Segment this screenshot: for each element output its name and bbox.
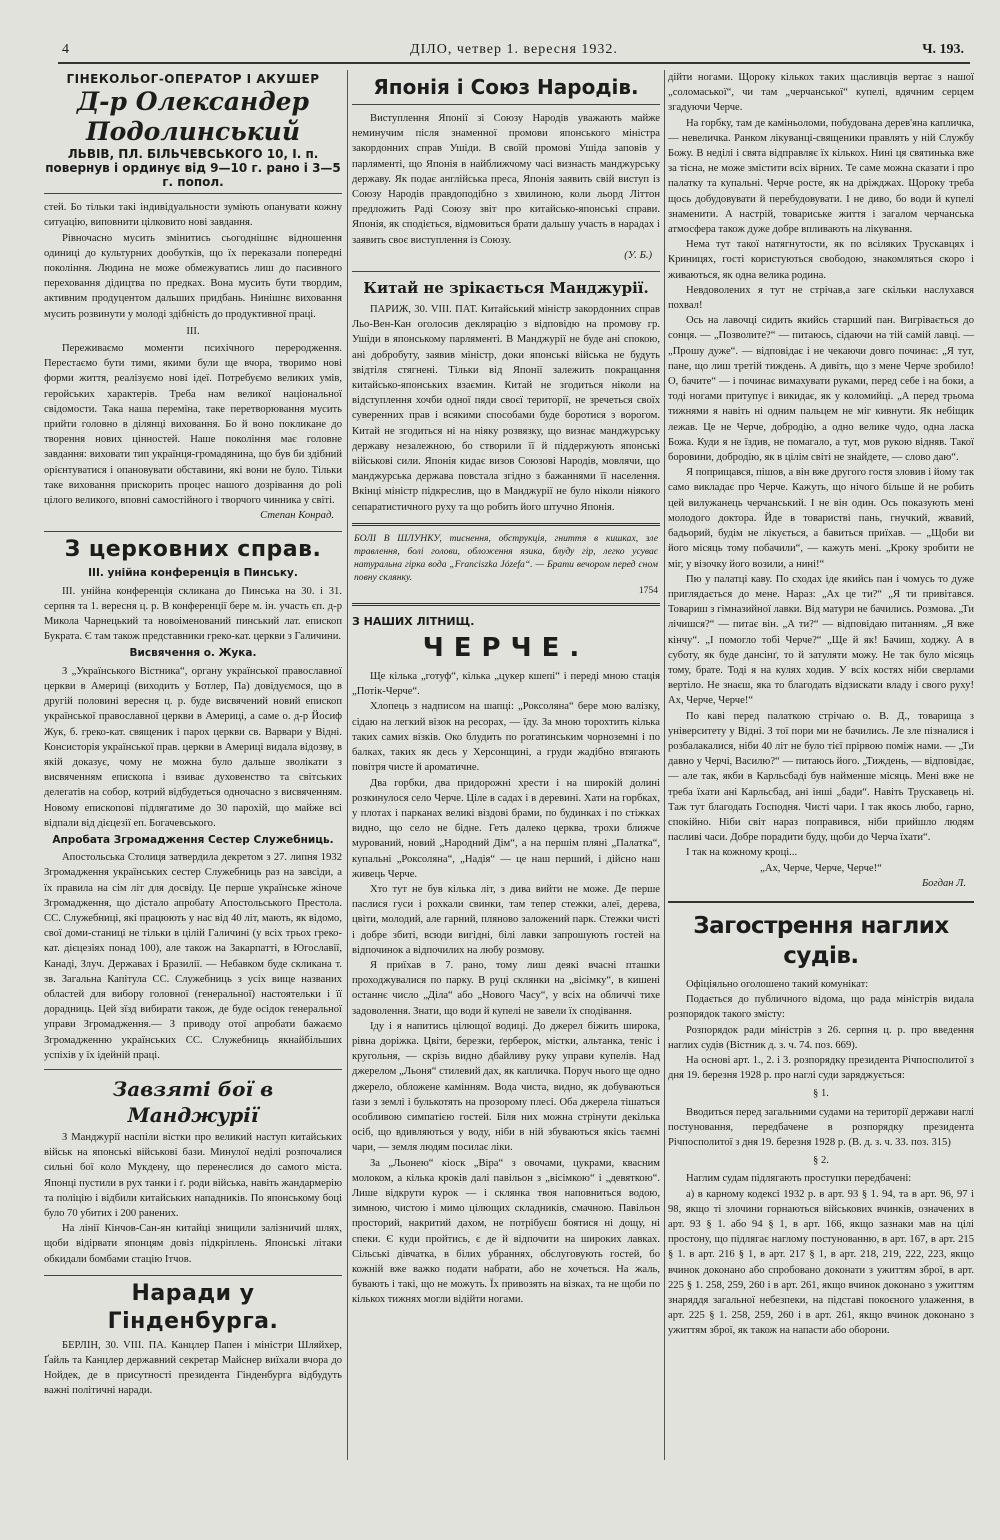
article-paragraph: Іду і я напитись цілющої водиці. До джерел біжить широка, рівна доріжка. Цвіти, березки, ґерберок, містки, альтанка, теніс і кругольня, — скрізь видно дбайливу руку управи купелів. Над джерелом „Льоня“ стилевий дах, як капличка. Поруч нього ще одно джерело, обложене камінням. Вода чиста, видно, як добуваються ґази з землі і булькотять на прозорому плесі. Оба джерела тішаться особливою симпатією гостей. Біля них можна стрінути декілька осіб, що вдивляються у воду, ніби в ній збуваються якісь таємні чари, — земля людям посилає ліки. bbox=[352, 1020, 660, 1154]
section-mark: § 1. bbox=[813, 1088, 829, 1100]
article-paragraph: Переживаємо моменти психічного переродження. Перестаємо бути тими, якими були ще вчора, творимо нові форми життя, реалізуємо нові ідеї. Потребуємо великих умів, геройських характерів. Треба нам великої національної свідомости. Така наша переміна, таке перетворювання мусить прийти головно в ділянці виховання. Бо й воно покликане до творення нових цінностей. Наше покоління має головне завдання: виховати тип українця-громадянина, що був би здібний орієнтуватися і опановувати обставини, які вони не було. Тільки таке виховання прискорить процес нашого дозрівання до рolі цілого великого, вповні самостійного і творчого чинника у світі. bbox=[44, 343, 342, 507]
article-paragraph: Вводиться перед загальними судами на території держави наглі постуновання, передбачене в розпорядку президента Річпосполитої з дня 19. березня 1928 р. (В. д. з. ч. 33. поз. 315) bbox=[668, 1106, 974, 1148]
headline-courts: Загострення наглих судів. bbox=[668, 901, 974, 971]
article-paragraph: З Манджурії наспіли вістки про великий наступ китайських військ на японські військові бази. Минулої неділі розпочалися сильні бої коло Мукдену, що перенеслися до самого міста. Японці пустили в рух танки і ґ. роди війська, навіть жандармерію та поліцію і відбили китайських нападників. По японському боці було 70 убитих і 200 ранених. bbox=[44, 1131, 342, 1219]
column-divider bbox=[664, 70, 665, 1460]
ad-doctor-name: Д-р Олександер Подолинський bbox=[76, 87, 310, 147]
article-paragraph: Пю у палатці каву. По сходах іде якийсь пан і чомусь то дуже приглядається до мене. Нараз: „Ах це ти?“ „Я ти привітався. Товариш з гімназийної лавки. Від матури не бачились. Розмова. „Ти лічишся?“ — питає він. „А ти?“ — відповідаю питанням. „Я вже кінчу“. „І помогло тобі Черче?“ „Ще й як! Бачиш, ходжу. А в суботу, як буде дансінґ, то й затуляти можу. Не так було місяць тому, брате. Тоді я на кулях ходив. У всіх костях ніби сверлами вертіло. Не знаєш, яка то благодать відзискати владу і свого руху! Ах, Черче, Черче!“ bbox=[668, 573, 974, 707]
article-paragraph: Офіціяльно оголошено такий комунікат: bbox=[686, 978, 869, 990]
article-paragraph: Рівночасно мусить змінитись сьогоднішнє відношення одиниці до культурних дообутків, що їх переказали попередні покоління. Людина не може обмежуватись лиш до пасивного переховання дідицтва по предках. Вона мусить бути твордим, активним продуцентом дальших придбань. Нинішнє виховання мусить розвинути у молоді здібність до продуктивної праці. bbox=[44, 232, 342, 320]
article-paragraph: Виступлення Японії зі Союзу Народів уважають майже неминучим після знаменної промови японського міністра закордонних справ Ушіди. В своїй промові Ушіда заповів у парляменті, що Японія в найближчому часі визнасть манджурську державу. Як подає англійська преса, Японія заявить свій виступ із Союзу Народів правдоподібно з хвилиною, коли льорд Літтон предложить Раді Союзу звіт про китайсько-японські справи. Японія, як сподіється, відмовиться брати дальшу участь в нарадах і заявить своє виступлення із Союзу. bbox=[352, 113, 660, 246]
ad-number: 1754 bbox=[638, 584, 658, 596]
article-paragraph: Нема тут такої натягнутости, як по всіляких Трускавцях і Криницях, гості користуються свободою, знакомляться скоро і живаються, як одна велика родина. bbox=[668, 239, 974, 281]
article-paragraph: З „Українського Вістника“, органу української православної церкви в Америці (виходить у Ботлер, Па) довідуємося, що в другій половині вересня ц. р. буде висвячений новий епископ української православної церкви в Америці, а саме о. д-р Йосиф Жук, б. греко-кат. священик і парох церкви св. Варвари у Відні. Консисторія української прав. церкви в Америці видала відозву, в якій доказує, чому не можна було дальше зволікати з висвяченням епископа і взиває духовенство та світських делегатів на собор, котрий відбудеться одночасно з висвяченням. Новому епископові підлягатиме до 30 парохій, що майже всі відпали від дієцезії еп. Богачевського. bbox=[44, 665, 342, 829]
ad-line-1: ГІНЕКОЛЬОГ-ОПЕРАТОР І АКУШЕР bbox=[66, 72, 320, 86]
headline-manchuria-battles: Завзяті бої в Манджурії bbox=[44, 1069, 342, 1128]
masthead bbox=[58, 40, 970, 64]
article-paragraph: дійти ногами. Щороку кількох таких щасливців вертає з нашої „соломаської“, чи там „черчанської“ купелі, вдячним серцем згадуючи Черче. bbox=[668, 72, 974, 114]
article-paragraph: Два горбки, два придорожні хрести і на широкій долині розкинулося село Черче. Ціле в садах і в деревині. Хати на горбках, у плотах і парканах великі віздові брами, по будинках і по стіжках видно, що село не бідне. Геть далеко церква, трохи ближче мурований, новий „Народний Дім“, а на першім пляні „Палатка“, купальні „Роксоляна“, „Надія“ — це наш перший, і дійсно наш живець Черче. bbox=[352, 777, 660, 880]
article-paragraph: ПАРИЖ, 30. VIII. ПАТ. Китайський міністр закордонних справ Льо-Вен-Кан оголосив деклярацію з відповідю на промову гр. Ушіди в японському парляменті. В Манджурії не буде ані спокою, ані добробуту, заявив міністр, доки японські війська не будуть звідтіля стягнені. Тільки від Японії залежить покращання китайсько-японських взаємин. Китай не згодиться ніколи на відступлення хочби одної пяди своєї території, не зречеться своїх суверенних прав і всякими способами буде боротися з ворогом. Китай не згодиться ні на ніяку розвязку, що визнає манджурську державу незалежною, бо створили її й піддержують японські військові сили. Японія кидає визов Союзові Народів, мовлячи, що манджурська держава повстала згідно з бажаннями її населення. Вкінці міністр підкреслив, що в Манджурії не було ніколи ніякого сепаратистичного руху та що робить його штучно Японія. bbox=[352, 304, 660, 513]
article-paragraph: На основі арт. 1., 2. і 3. розпорядку президента Річпосполитої з дня 19. березня 1928 р. про наглі суди заряджується: bbox=[668, 1054, 974, 1082]
ad-address: ЛЬВІВ, ПЛ. БІЛЬЧЕВСЬКОГО 10, І. п. bbox=[67, 147, 319, 162]
headline-japan: Японія і Союз Народів. bbox=[352, 74, 660, 105]
page-number: 4 bbox=[62, 42, 69, 57]
article-paragraph: Я поприщався, пішов, а він вже другого гостя зловив і йому так само викладає про Черче. Кажуть, що нічого більше й не робить цей вилужанець черчанський. І не він один. Ось показують мені молодого доктора. Йде в товаристві пань, гнучкий, жвавий, бадьорий, будім не лікується, а бавиться приїхав. — „Щоби ви його місяць тому побачили“, — кажуть мені. „Кроку зробити не міг, у візочку його возили, а нині!“ bbox=[668, 467, 974, 570]
article-paragraph: III. унійна конференція скликана до Пинська на 30. і 31. серпня та 1. вересня ц. р. В конференції бере м. ін. участь єп. д-р Микола Чарнецький та новоіменований пинський лат. епископ Букрата. Є там також представники греко-кат. церкви з Галичини. bbox=[44, 585, 342, 643]
article-paragraph: Наглим судам підлягають проступки передбачені: bbox=[686, 1173, 912, 1185]
article-paragraph: стей. Бо тільки такі індивідуальности зуміють опанувати кожну ситуацію, виповнити цілковито нові завдання. bbox=[44, 202, 342, 229]
section-number: III. bbox=[186, 325, 200, 337]
headline-cherche: ЧЕРЧЕ. bbox=[422, 633, 590, 664]
article-paragraph: На горбку, там де каміньоломи, побудована дерев'яна капличка, — невеличка. Ранком лікуванці-священики правлять у ній Службу Божу. В неділі і свята відправляє їх кількох. Нині ця святинька вже за тісна, не може змістити всіх вірних. Те саме можна сказати і про палатку та купальні. Черче росте, як на дріжджах. Щороку треба щось добудовувати й перебудовувати. І не диво, бо води й купелі знаменити. А настрій, товариське життя і загалом черчанська атмосфера також дуже добре впливають на лікування. bbox=[668, 117, 974, 236]
article-paragraph: а) в карному кодексі 1932 р. в арт. 93 § 1. 94, та в арт. 96, 97 і 98, якщо ті злочини горнаються військових вчинків, означених в арт. 93 § 1. або 94 § 1, в арт. 166, якщо зазнаки мав на цілі простону, що підлягає наглому постунованню, в арт. 167, в арт. 215 § 1. в арт. 216 § 1, в арт. 217 § 1, в арт. 218, 219, 222, 223, якщо вчинок доконано або спробовано доконати з ужиттям зброї, в арт. 225 § 1. 258, 259, 260 і в арт. 261, якщо вчинок доконано з ужиттям знаряддя загальної небезпеки, на підставі покоєного улаження, в арт. 225 § 1. 258, 259, 260 і в арт. 261, якщо вчинок доконано з ужиттям зброї, як також на напасти або оборони. bbox=[668, 1188, 974, 1337]
issue-number: Ч. 193. bbox=[922, 42, 964, 57]
article-paragraph: Невдоволених я тут не стрічав,а заге скільки наслухався похвал! bbox=[668, 284, 974, 312]
article-signature: Степан Конрад. bbox=[260, 510, 334, 522]
article-paragraph: Апостольська Столиця затвердила декретом з 27. липня 1932 Згромадження українських сестер Служебниць раз на завсіди, а їх правила на сім літ для досвіду. Це перше українське жіноче Згромадження, що дістало апробату Апостольського Престола. СС. Служебниці, які працюють у нас від 40 літ, мають, як відомо, свої доми-станиці не тільки в цілій Галичині (у всіх трьох греко-кат. дієцезіях понад 100), але також на Закарпатті, в Югославії, Канаді, Злуч. Державах і Бразилії. — Небавком буде скликана т. зв. Загальна Капітула СС. Служебниць з усіх вище названих областей для вибору головної (генеральної) настоятельки і її дорадниць. Цей зїзд вибирати також, де буде осідок генеральної управи Згромадження.— З приводу отої апробати бажаємо Згромадженню українських СС. Служебниць якнайбільших успіхів у їх ідейній праці. bbox=[44, 852, 342, 1061]
article-paragraph: Хто тут не був кілька літ, з дива вийти не може. Де перше паслися гуси і рохкали свинки, там тепер стежки, алеї, дерева, цвіти, молодий, але гарний, пляново заложений парк. Стежки чисті і добре збиті, всюди вигідні, білі лавки запрошують гостей на відпочинок а відпочилих на любу розмову. bbox=[352, 883, 660, 956]
doctor-advertisement bbox=[44, 70, 342, 194]
masthead-title: ДІЛО, четвер 1. вересня 1932. bbox=[410, 42, 618, 57]
article-paragraph: Хлопець з надписом на шапці: „Роксоляна“ бере мою валізку, сідаю на легкий візок на ресорах, — їду. За мною торохтить кілька таких самих візків. Око блудить по рогатинським чорноземні і по балках, таких як десь у Херсонщині, а груди жадібно втягають повітря чисте й ароматичне. bbox=[352, 701, 660, 774]
column-divider bbox=[347, 70, 348, 1460]
article-paragraph: Ось на лавочці сидить якийсь старший пан. Вигрівається до сонця. — „Позволите?“ — питаюсь, сідаючи на тій самій лавці. — „Прошу дуже“. — відповідає і не чекаючи довго починає: „Я тут, пане, що лиш третій тиждень. А дивіть, що з мене Черче зробило! О, бачите“ — і починає вимахувати руками, перед себе і на боки, а тоді ногами притупує і викидає, як у коломийці. „А перед трьома тижнями я навіть ні одним пальцем не міг кивнути. Як небіщик лежав. Це не Черче, добродію, а одно велике чудо, одна ласка Божа. Куди я не їздив, не помагало, а тут, мов рукою відняв. Такої боровини, добродію, як в цілім світі не знайдете, — слово даю“. bbox=[668, 315, 974, 464]
article-paragraph: Розпорядок ради міністрів з 26. серпня ц. р. про введення наглих судів (Вістник д. з. ч. 74. поз. 669). bbox=[668, 1024, 974, 1051]
article-signature: Богдан Л. bbox=[921, 877, 966, 889]
section-kicker: З НАШИХ ЛІТНИЩ. bbox=[352, 614, 475, 628]
column-1 bbox=[44, 70, 342, 1450]
article-paragraph: Ще кілька „готуф“, кілька „цукер кшепі“ і переді мною стація „Потік-Черче“. bbox=[352, 671, 660, 698]
subheadline: Висвячення о. Жука. bbox=[129, 647, 257, 660]
article-paragraph: „Ах, Черче, Черче, Черче!“ bbox=[760, 862, 882, 874]
subheadline: III. унійна конференція в Пинську. bbox=[88, 567, 298, 580]
headline-church: З церковних справ. bbox=[44, 531, 342, 564]
subheadline: Апробата Згромадження Сестер Служебниць. bbox=[52, 833, 334, 846]
article-paragraph: І так на кожному кроці... bbox=[686, 847, 798, 859]
column-2 bbox=[352, 70, 660, 1510]
article-paragraph: Я приїхав в 7. рано, тому лиш деякі вчасні пташки проходжувалися по парку. В руці склянки на „вісімку“, в кишені останнє число „Діла“ або „Нового Часу“, у всіх на обличчі тихе задоволення. Знати, що води й купелі не завели їх сподівання. bbox=[352, 959, 660, 1017]
headline-china: Китай не зрікається Манджурії. bbox=[352, 271, 660, 298]
article-signature: (У. Б.) bbox=[624, 249, 652, 261]
column-3 bbox=[668, 70, 974, 1510]
article-paragraph: За „Льонею“ кіоск „Віра“ з овочами, цукрами, квасним молоком, а кілька кроків далі павільон з „вісімкою“ і „девяткою“. Лише відкрути курок — і склянка твоя наповниться водою, зимною, чистою і мимо цілющих складників, смачною. Павільон просторий, накритий дахом, не потрібуєш боятися ні дощу, ні спеки. Є куди пройтись, є де й відпочити на широких лавках. Сільські дівчатка, в білих убраннях, обслуговують гостей, бо кожній вже важко подати набрати, або не хочеться. На жаль, бувають і такі, що не можуть. Їх привозять на візках, та не щоби по кількох тижнях могли відійти ногами. bbox=[352, 1157, 660, 1306]
headline-hindenburg: Наради у Гінденбурга. bbox=[44, 1275, 342, 1336]
mineral-water-advertisement bbox=[352, 523, 660, 606]
ad-text: БОЛІ В ШЛУНКУ, тиснення, обструкція, гниття в кишках, зле травлення, болі голови, обложення язика, блуду гір, легко усуває натуральна гірка вода „Franciszka Józefa“. — Брати вечором перед сном повну склянку. bbox=[354, 532, 658, 583]
article-paragraph: Подається до публичного відома, що рада міністрів видала розпорядок такого змісту: bbox=[668, 994, 974, 1021]
ad-hours: повернув і ординує від 9—10 г. рано і 3—5 г. попол. bbox=[45, 161, 341, 190]
article-paragraph: БЕРЛІН, 30. VIII. ПА. Канцлер Папен і міністри Шляйхер, Ґайль та Канцлер державний секретар Майснер виїхали вчора до Нойдек, де в присутності президента Гінденбурга відбудуть важні політичні наради. bbox=[44, 1339, 342, 1397]
article-paragraph: На лінії Кінчов-Сан-ян китайці знищили залізничий шлях, щоби відірвати японцям довіз підкріплень. Японські літаки обкидали бомбами стацію Ітчов. bbox=[44, 1223, 342, 1265]
article-paragraph: По каві перед палаткою стрічаю о. В. Д., товарища з університету у Відні. З тої пори ми не бачились. Ле зле пізналися і розбалакалися, ніби 40 літ не було тієї прірвою поміж нами. — „Ти давно у Черчі, Василю?“ — питаюсь його. „Тиждень, — відповідає, — але так, якби в Карльсбаді був найменше місяць. Мені вже не треба їхати ані Карльсбад, ані інші „бади“. Навіть Трускавець ні. Таж тут благодать Господня. Чисті чари. І так якось любо, гарно, спокійно. Ніби світ нараз поправився, ніби прийшло людям пасливі часи. Добре порадити буду, щоби до Черча їхати“. bbox=[668, 710, 974, 844]
section-mark: § 2. bbox=[813, 1155, 829, 1167]
